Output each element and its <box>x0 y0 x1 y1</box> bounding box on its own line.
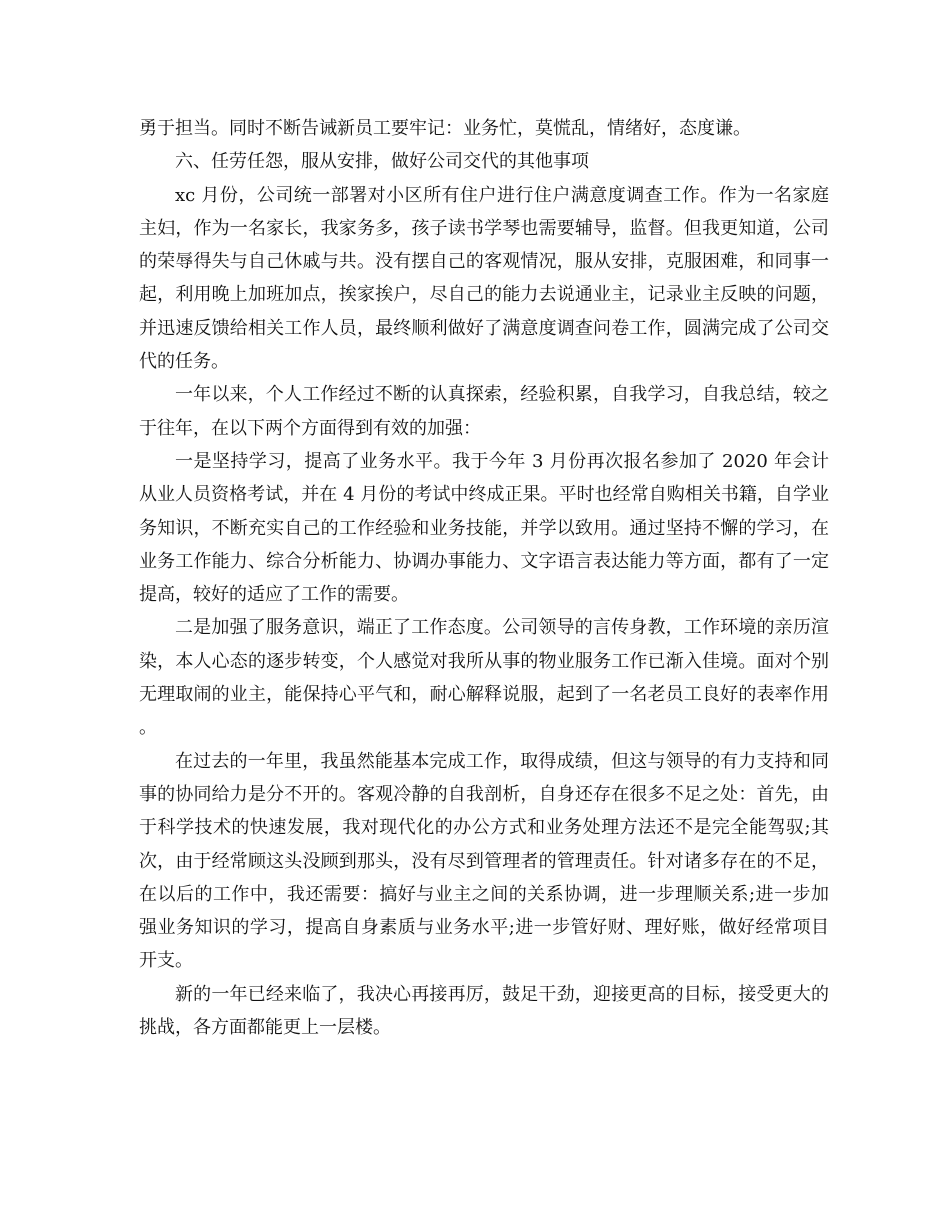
section-heading-six: 六、任劳任怨，服从安排，做好公司交代的其他事项 <box>175 151 589 173</box>
paragraph-4: 一年以来，个人工作经过不断的认真探索，经验积累，自我学习，自我总结，较之于往年，在以下两个方面得到有效的加强： <box>139 384 829 439</box>
paragraph-5: 一是坚持学习，提高了业务水平。我于今年 3 月份再次报名参加了 2020 年会计从业人员资格考试，并在 4 月份的考试中终成正果。平时也经常自购相关书籍，自学业务知识，不断充实自己的工作经验和业务技能，并学以致用。通过坚持不懈的学习，在业务工作能力、综合分析能力、协调办事能力、文字语言表达能力等方面，都有了一定提高，较好的适应了工作的需要。 <box>139 450 829 606</box>
paragraph-6: 二是加强了服务意识，端正了工作态度。公司领导的言传身教，工作环境的亲历渲染，本人心态的逐步转变，个人感觉对我所从事的物业服务工作已渐入佳境。面对个别无理取闹的业主，能保持心平气和，耐心解释说服，起到了一名老员工良好的表率作用。 <box>139 617 829 739</box>
paragraph-1: 勇于担当。同时不断告诫新员工要牢记：业务忙，莫慌乱，情绪好，态度谦。 <box>139 118 751 139</box>
paragraph-8: 新的一年已经来临了，我决心再接再厉，鼓足干劲，迎接更高的目标，接受更大的挑战，各方面都能更上一层楼。 <box>139 983 829 1039</box>
paragraph-3: xc 月份，公司统一部署对小区所有住户进行住户满意度调查工作。作为一名家庭主妇，作为一名家长，我家务多，孩子读书学琴也需要辅导，监督。但我更知道，公司的荣辱得失与自己休戚与共。没有摆自己的客观情况，服从安排，克服困难，和同事一起，利用晚上加班加点，挨家挨户，尽自己的能力去说通业主，记录业主反映的问题，并迅速反馈给相关工作人员，最终顺利做好了满意度调查问卷工作，圆满完成了公司交代的任务。 <box>139 184 829 373</box>
paragraph-7: 在过去的一年里，我虽然能基本完成工作，取得成绩，但这与领导的有力支持和同事的协同给力是分不开的。客观冷静的自我剖析，自身还存在很多不足之处：首先，由于科学技术的快速发展，我对现代化的办公方式和业务处理方法还不是完全能驾驭;其次，由于经常顾这头没顾到那头，没有尽到管理者的管理责任。针对诸多存在的不足，在以后的工作中，我还需要：搞好与业主之间的关系协调，进一步理顺关系;进一步加强业务知识的学习，提高自身素质与业务水平;进一步管好财、理好账，做好经常项目开支。 <box>139 750 829 972</box>
document-body <box>139 112 829 1044</box>
